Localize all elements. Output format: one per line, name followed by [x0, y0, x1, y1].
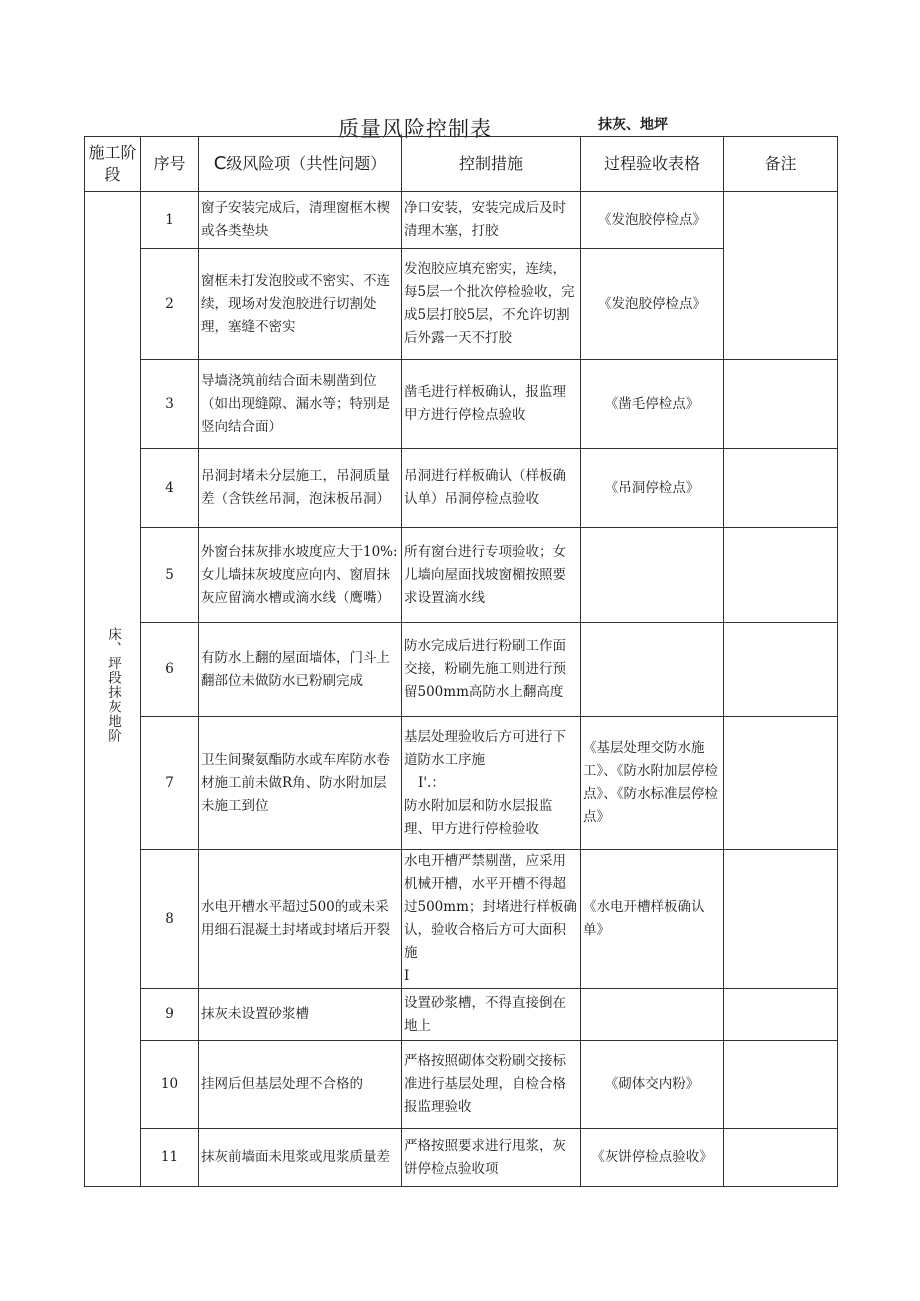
- risk-control-table: [84, 136, 838, 1187]
- row-no: 8: [141, 850, 199, 989]
- row-form: 《基层处理交防水施工》、《防水附加层停检点》、《防水标准层停检点》: [581, 717, 724, 850]
- row-no: 4: [141, 449, 199, 528]
- row-no: 9: [141, 989, 199, 1041]
- row-risk: 窗子安装完成后，清理窗框木楔或各类垫块: [199, 192, 402, 249]
- stage-label: 床、坪段抹灰地阶: [105, 627, 121, 743]
- row-form: 《灰饼停检点验收》: [581, 1129, 724, 1187]
- row-no: 6: [141, 623, 199, 717]
- table-row: [85, 528, 838, 623]
- stage-cell: [85, 192, 141, 1187]
- row-measure: 严格按照砌体交粉刷交接标准进行基层处理，自检合格报监理验收: [402, 1041, 581, 1129]
- row-form: 《吊洞停检点》: [581, 449, 724, 528]
- row-no: 2: [141, 249, 199, 360]
- document-subtitle: 抹灰、地坪: [598, 117, 668, 133]
- table-row: [85, 192, 838, 249]
- row-remark: [724, 717, 838, 850]
- table-row: [85, 360, 838, 449]
- row-measure: 吊洞进行样板确认（样板确认单）吊洞停检点验收: [402, 449, 581, 528]
- row-remark: [724, 1129, 838, 1187]
- row-form: 《发泡胶停检点》: [581, 192, 724, 249]
- row-measure: 发泡胶应填充密实，连续，每5层一个批次停检验收，完成5层打胶5层，不允许切割后外露一天不打胶: [402, 249, 581, 360]
- row-no: 7: [141, 717, 199, 850]
- measure-line: 水电开槽严禁剔凿，应采用机械开槽，水平开槽不得超过500mm；封堵进行样板确认，验收合格后方可大面积施: [404, 853, 577, 961]
- row-no: 11: [141, 1129, 199, 1187]
- row-no: 5: [141, 528, 199, 623]
- row-no: 3: [141, 360, 199, 449]
- row-risk: 抹灰未设置砂浆槽: [199, 989, 402, 1041]
- row-form: 《凿毛停检点》: [581, 360, 724, 449]
- row-form: [581, 528, 724, 623]
- row-remark: [724, 360, 838, 449]
- table-header-row: [85, 137, 838, 192]
- measure-line: 基层处理验收后方可进行下道防水工序施: [404, 728, 566, 768]
- row-form: 《水电开槽样板确认单》: [581, 850, 724, 989]
- row-measure: 所有窗台进行专项验收；女儿墙向屋面找坡窗楣按照要求设置滴水线: [402, 528, 581, 623]
- row-risk: 吊洞封堵未分层施工，吊洞质量差（含铁丝吊洞，泡沫板吊洞）: [199, 449, 402, 528]
- row-measure: [402, 850, 581, 989]
- measure-line: 防水附加层和防水层报监理、甲方进行停检验收: [404, 797, 553, 837]
- row-risk: 有防水上翻的屋面墙体，门斗上翻部位未做防水已粉刷完成: [199, 623, 402, 717]
- row-remark: [724, 1041, 838, 1129]
- row-measure: 设置砂浆槽，不得直接倒在地上: [402, 989, 581, 1041]
- measure-line: I'.：: [418, 774, 445, 791]
- row-risk: 水电开槽水平超过500的或未采用细石混凝土封堵或封堵后开裂: [199, 850, 402, 989]
- row-measure: 严格按照要求进行甩浆，灰饼停检点验收项: [402, 1129, 581, 1187]
- table-row: [85, 850, 838, 989]
- row-remark: [724, 192, 838, 360]
- header-remark: 备注: [724, 137, 838, 192]
- row-measure: [402, 717, 581, 850]
- row-form: [581, 623, 724, 717]
- header-risk: [199, 137, 402, 192]
- header-risk-grade: C: [213, 153, 227, 174]
- row-form: 《砌体交内粉》: [581, 1041, 724, 1129]
- table-row: [85, 717, 838, 850]
- row-measure: 凿毛进行样板确认，报监理甲方进行停检点验收: [402, 360, 581, 449]
- header-stage: 施工阶段: [85, 137, 141, 192]
- row-measure: 净口安装，安装完成后及时清理木塞，打胶: [402, 192, 581, 249]
- header-measure: 控制措施: [402, 137, 581, 192]
- row-risk: 导墙浇筑前结合面未剔凿到位（如出现缝隙、漏水等；特别是竖向结合面）: [199, 360, 402, 449]
- document-title: 质量风险控制表: [338, 117, 492, 141]
- table-row: [85, 1129, 838, 1187]
- row-risk: 卫生间聚氨酯防水或车库防水卷材施工前未做R角、防水附加层未施工到位: [199, 717, 402, 850]
- row-no: 1: [141, 192, 199, 249]
- row-no: 10: [141, 1041, 199, 1129]
- row-risk: 外窗台抹灰排水坡度应大于10%:女儿墙抹灰坡度应向内、窗眉抹灰应留滴水槽或滴水线（鹰嘴）: [199, 528, 402, 623]
- row-remark: [724, 850, 838, 989]
- row-risk: 抹灰前墙面未甩浆或甩浆质量差: [199, 1129, 402, 1187]
- table-row: [85, 1041, 838, 1129]
- header-form: 过程验收表格: [581, 137, 724, 192]
- table-row: [85, 989, 838, 1041]
- table-row: [85, 623, 838, 717]
- header-risk-text: 级风险项（共性问题）: [226, 154, 387, 173]
- row-risk: 窗框未打发泡胶或不密实、不连续，现场对发泡胶进行切割处理，塞缝不密实: [199, 249, 402, 360]
- header-no: 序号: [141, 137, 199, 192]
- row-remark: [724, 989, 838, 1041]
- row-remark: [724, 449, 838, 528]
- row-form: [581, 989, 724, 1041]
- table-row: [85, 449, 838, 528]
- row-risk: 挂网后但基层处理不合格的: [199, 1041, 402, 1129]
- row-measure: 防水完成后进行粉刷工作面交接，粉刷先施工则进行预留500mm高防水上翻高度: [402, 623, 581, 717]
- row-remark: [724, 528, 838, 623]
- measure-line: I: [404, 968, 410, 984]
- row-form: 《发泡胶停检点》: [581, 249, 724, 360]
- row-remark: [724, 623, 838, 717]
